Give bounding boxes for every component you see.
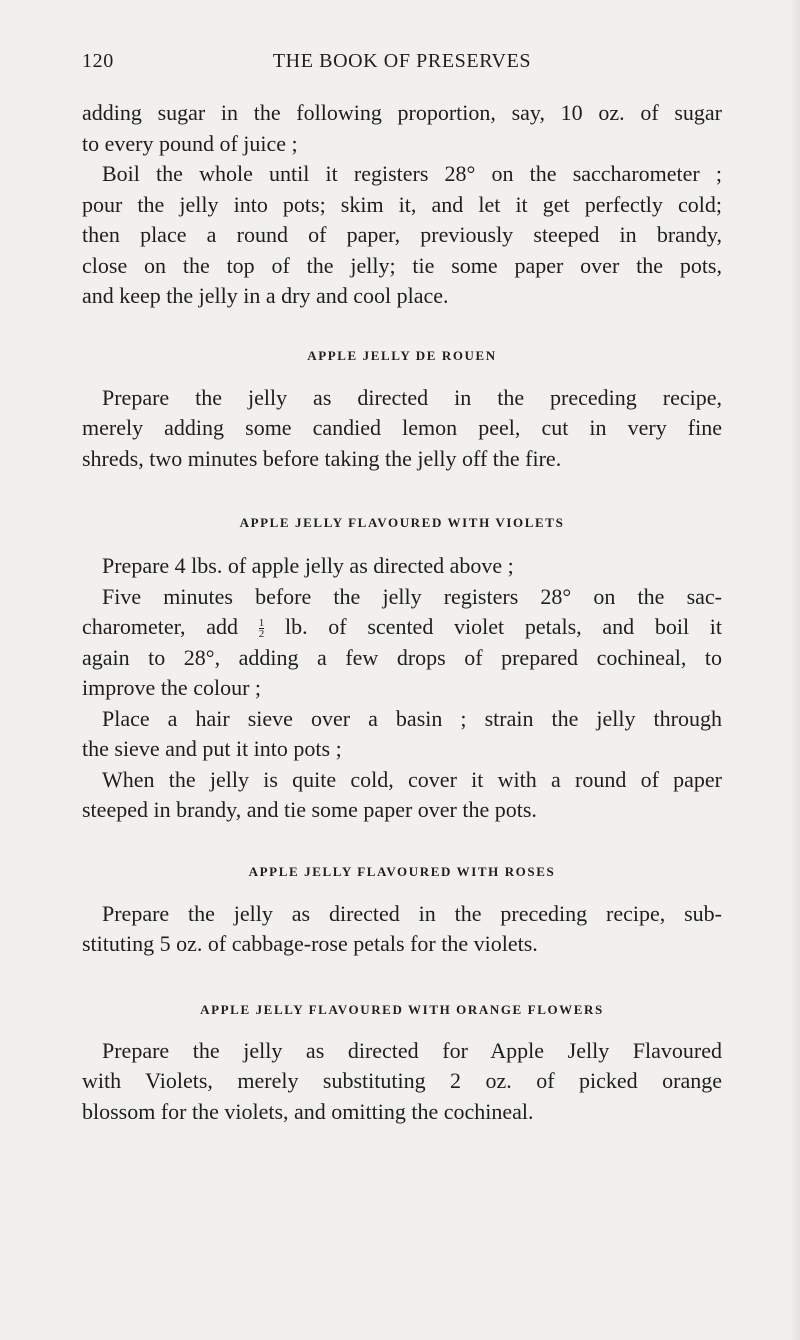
fraction-numerator: 1 bbox=[258, 617, 265, 630]
text-line: When the jelly is quite cold, cover it with a round of paper bbox=[102, 766, 722, 792]
text-line: then place a round of paper, previously steeped in brandy, bbox=[82, 222, 722, 247]
text-line: shreds, two minutes before taking the jelly off the fire. bbox=[82, 445, 562, 471]
text-line: close on the top of the jelly; tie some paper over the pots, bbox=[82, 252, 722, 278]
recipe-heading: APPLE JELLY FLAVOURED WITH ROSES bbox=[248, 863, 556, 879]
half-fraction bbox=[259, 618, 265, 639]
recipe-heading: APPLE JELLY DE ROUEN bbox=[307, 347, 497, 363]
recipe-heading: APPLE JELLY FLAVOURED WITH VIOLETS bbox=[239, 515, 565, 530]
page-text bbox=[82, 98, 722, 1127]
text-line: improve the colour ; bbox=[82, 675, 262, 700]
fraction-line-after: lb. of scented violet petals, and boil it bbox=[284, 614, 723, 639]
text-line: and keep the jelly in a dry and cool place. bbox=[82, 283, 449, 308]
recipe-heading: APPLE JELLY FLAVOURED WITH ORANGE FLOWERS bbox=[200, 1001, 604, 1017]
continuation-paragraph bbox=[82, 98, 722, 312]
page-number: 120 bbox=[82, 50, 114, 72]
text-line: to every pound of juice ; bbox=[82, 130, 298, 156]
text-line: Prepare the jelly as directed for Apple Jelly Flavoured bbox=[102, 1037, 722, 1063]
recipe-apple-jelly-de-rouen bbox=[82, 346, 722, 475]
fraction-denominator: 2 bbox=[258, 628, 265, 641]
text-line: stituting 5 oz. of cabbage-rose petals for the violets. bbox=[82, 931, 538, 956]
text-line: pour the jelly into pots; skim it, and let it get perfectly cold; bbox=[82, 191, 722, 217]
text-line: with Violets, merely substituting 2 oz. of picked orange bbox=[82, 1068, 722, 1093]
text-line: Five minutes before the jelly registers 28° on the sac- bbox=[102, 583, 722, 609]
text-line: Boil the whole until it registers 28° on the saccharometer ; bbox=[102, 161, 722, 186]
text-line: Prepare the jelly as directed in the preceding recipe, sub- bbox=[102, 900, 722, 926]
text-line: again to 28°, adding a few drops of prepared cochineal, to bbox=[82, 644, 722, 670]
fraction-line-before: charometer, add bbox=[82, 614, 239, 639]
recipe-apple-jelly-orange-flowers bbox=[82, 1000, 722, 1128]
recipe-apple-jelly-roses bbox=[82, 862, 722, 960]
running-head bbox=[82, 50, 722, 80]
text-line: Place a hair sieve over a basin ; strain the jelly through bbox=[102, 705, 722, 731]
text-line: adding sugar in the following proportion, say, 10 oz. of sugar bbox=[82, 100, 722, 125]
text-line: Prepare the jelly as directed in the preceding recipe, bbox=[102, 384, 722, 410]
text-line: the sieve and put it into pots ; bbox=[82, 736, 342, 761]
text-line: merely adding some candied lemon peel, cut in very fine bbox=[82, 415, 722, 440]
text-line-with-fraction bbox=[82, 612, 722, 643]
running-title: THE BOOK OF PRESERVES bbox=[272, 50, 532, 72]
recipe-apple-jelly-violets bbox=[82, 513, 722, 826]
text-line: steeped in brandy, and tie some paper over the pots. bbox=[82, 797, 537, 822]
page-edge-shadow bbox=[790, 0, 800, 1340]
text-line: Prepare 4 lbs. of apple jelly as directed above ; bbox=[102, 553, 514, 578]
text-line: blossom for the violets, and omitting the cochineal. bbox=[82, 1098, 534, 1124]
